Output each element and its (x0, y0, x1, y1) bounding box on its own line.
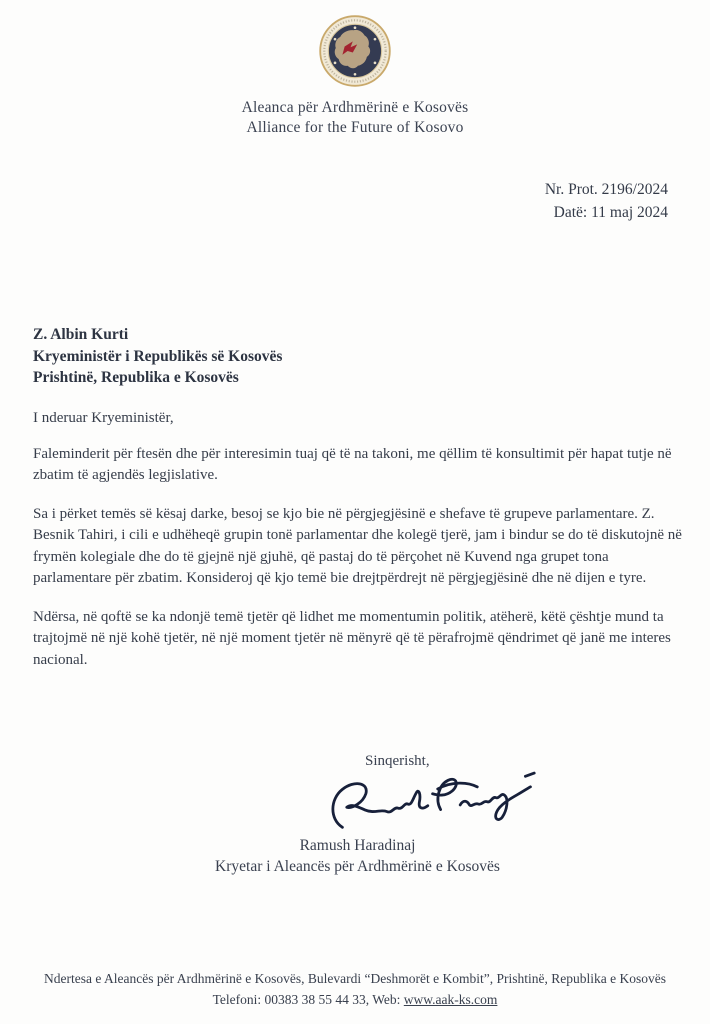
paragraph-1: Faleminderit për ftesën dhe për interesimin tuaj që të na takoni, me qëllim të konsultimit për hapat tutje në zbatim të agjendës legjislative. (33, 445, 672, 483)
letterhead (0, 0, 710, 138)
footer-address: Ndertesa e Aleancës për Ardhmërinë e Kosovës, Bulevardi “Deshmorët e Kombit”, Prishtinë, Republika e Kosovës (44, 971, 666, 986)
footer-contact (0, 989, 710, 1010)
org-name-english: Alliance for the Future of Kosovo (246, 119, 464, 136)
paragraph-3: Ndërsa, në qoftë se ka ndonjë temë tjetër që lidhet me momentumin politik, atëherë, këtë çështje mund ta trajtojmë në një kohë tjetër, në një moment tjetër në mënyrë që të përafrojmë qëndrimet që janë me interes nacional. (33, 608, 671, 668)
footer-phone: Telefoni: 00383 38 55 44 33, Web: (212, 992, 404, 1007)
salutation: I nderuar Kryeministër, (33, 409, 174, 426)
letter-body (33, 324, 682, 877)
signer-title: Kryetar i Aleancës për Ardhmërinë e Kosovës (215, 858, 500, 875)
letter-date: Datë: 11 maj 2024 (553, 204, 668, 221)
org-name-albanian: Aleanca për Ardhmërinë e Kosovës (241, 99, 469, 116)
signer-block (33, 835, 682, 877)
paragraph-2: Sa i përket temës së kësaj darke, besoj se kjo bie në përgjegjësinë e shefave të grupeve parlamentare. Z. Besnik Tahiri, i cili e udhëheqë grupin tonë parlamentar dhe kolegë tjerë, jam i bindur se do të diskutojnë në frymën kolegiale dhe do të gjejnë një gjuhë, që pastaj do të përçohet në Kuvend nga grupet tona parlamentare për zbatim. Konsideroj që kjo temë bie drejtpërdrejt në përgjegjësinë dhe në dijen e tyre. (33, 505, 682, 586)
closing-block (33, 753, 682, 877)
recipient-block (33, 324, 682, 389)
recipient-name: Z. Albin Kurti (33, 326, 129, 343)
valediction: Sinqerisht, (365, 753, 430, 769)
letter-footer (0, 968, 710, 1010)
website-link[interactable]: www.aak-ks.com (403, 992, 498, 1007)
reference-block (0, 178, 710, 224)
recipient-title: Kryeministër i Republikës së Kosovës (33, 347, 283, 365)
signer-name: Ramush Haradinaj (299, 837, 416, 854)
recipient-location: Prishtinë, Republika e Kosovës (33, 369, 239, 386)
protocol-number: Nr. Prot. 2196/2024 (544, 181, 668, 198)
aak-emblem-icon (317, 14, 393, 88)
